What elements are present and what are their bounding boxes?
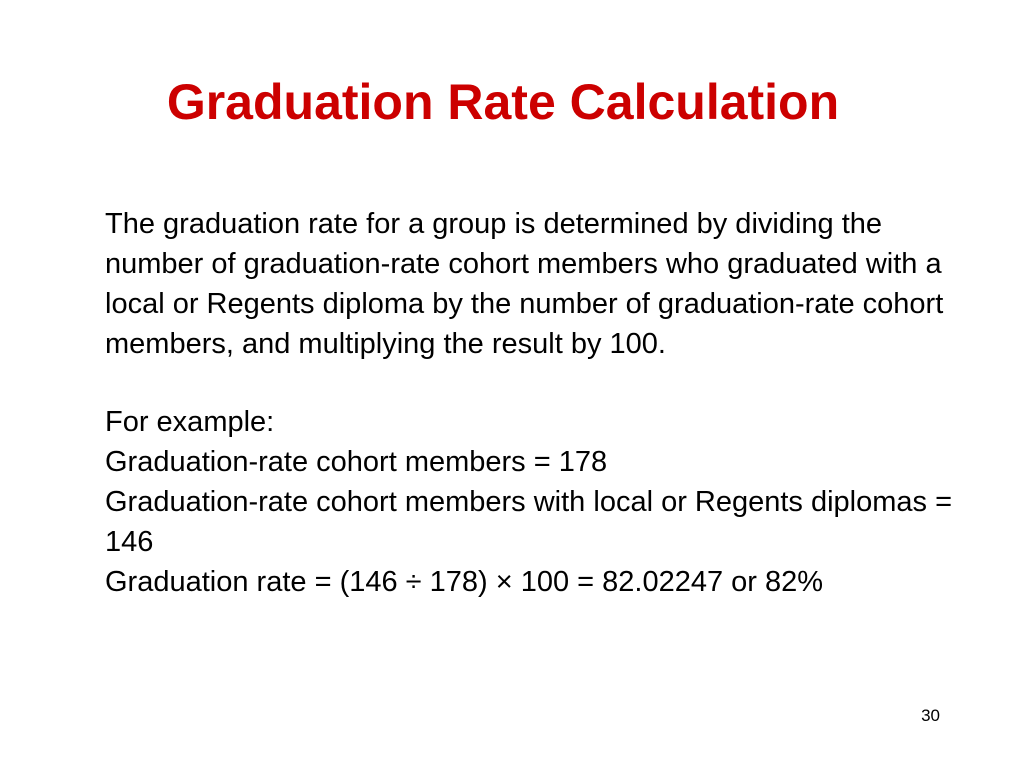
definition-paragraph: The graduation rate for a group is determined by dividing the number of graduation-rate cohort members who graduated with a local or Regents diploma by the number of graduation-rate cohort members, and multiplying the result by 100.: [105, 208, 944, 360]
slide-body: [105, 204, 965, 602]
slide-title: Graduation Rate Calculation: [166, 74, 840, 130]
example-cohort-members: Graduation-rate cohort members = 178: [105, 446, 608, 478]
paragraph-spacer: [105, 364, 965, 402]
example-diploma-members: Graduation-rate cohort members with local or Regents diplomas = 146: [105, 486, 953, 558]
slide-number: 30: [921, 706, 940, 725]
example-intro: For example:: [105, 406, 275, 438]
example-graduation-rate: Graduation rate = (146 ÷ 178) × 100 = 82.02247 or 82%: [105, 566, 824, 598]
